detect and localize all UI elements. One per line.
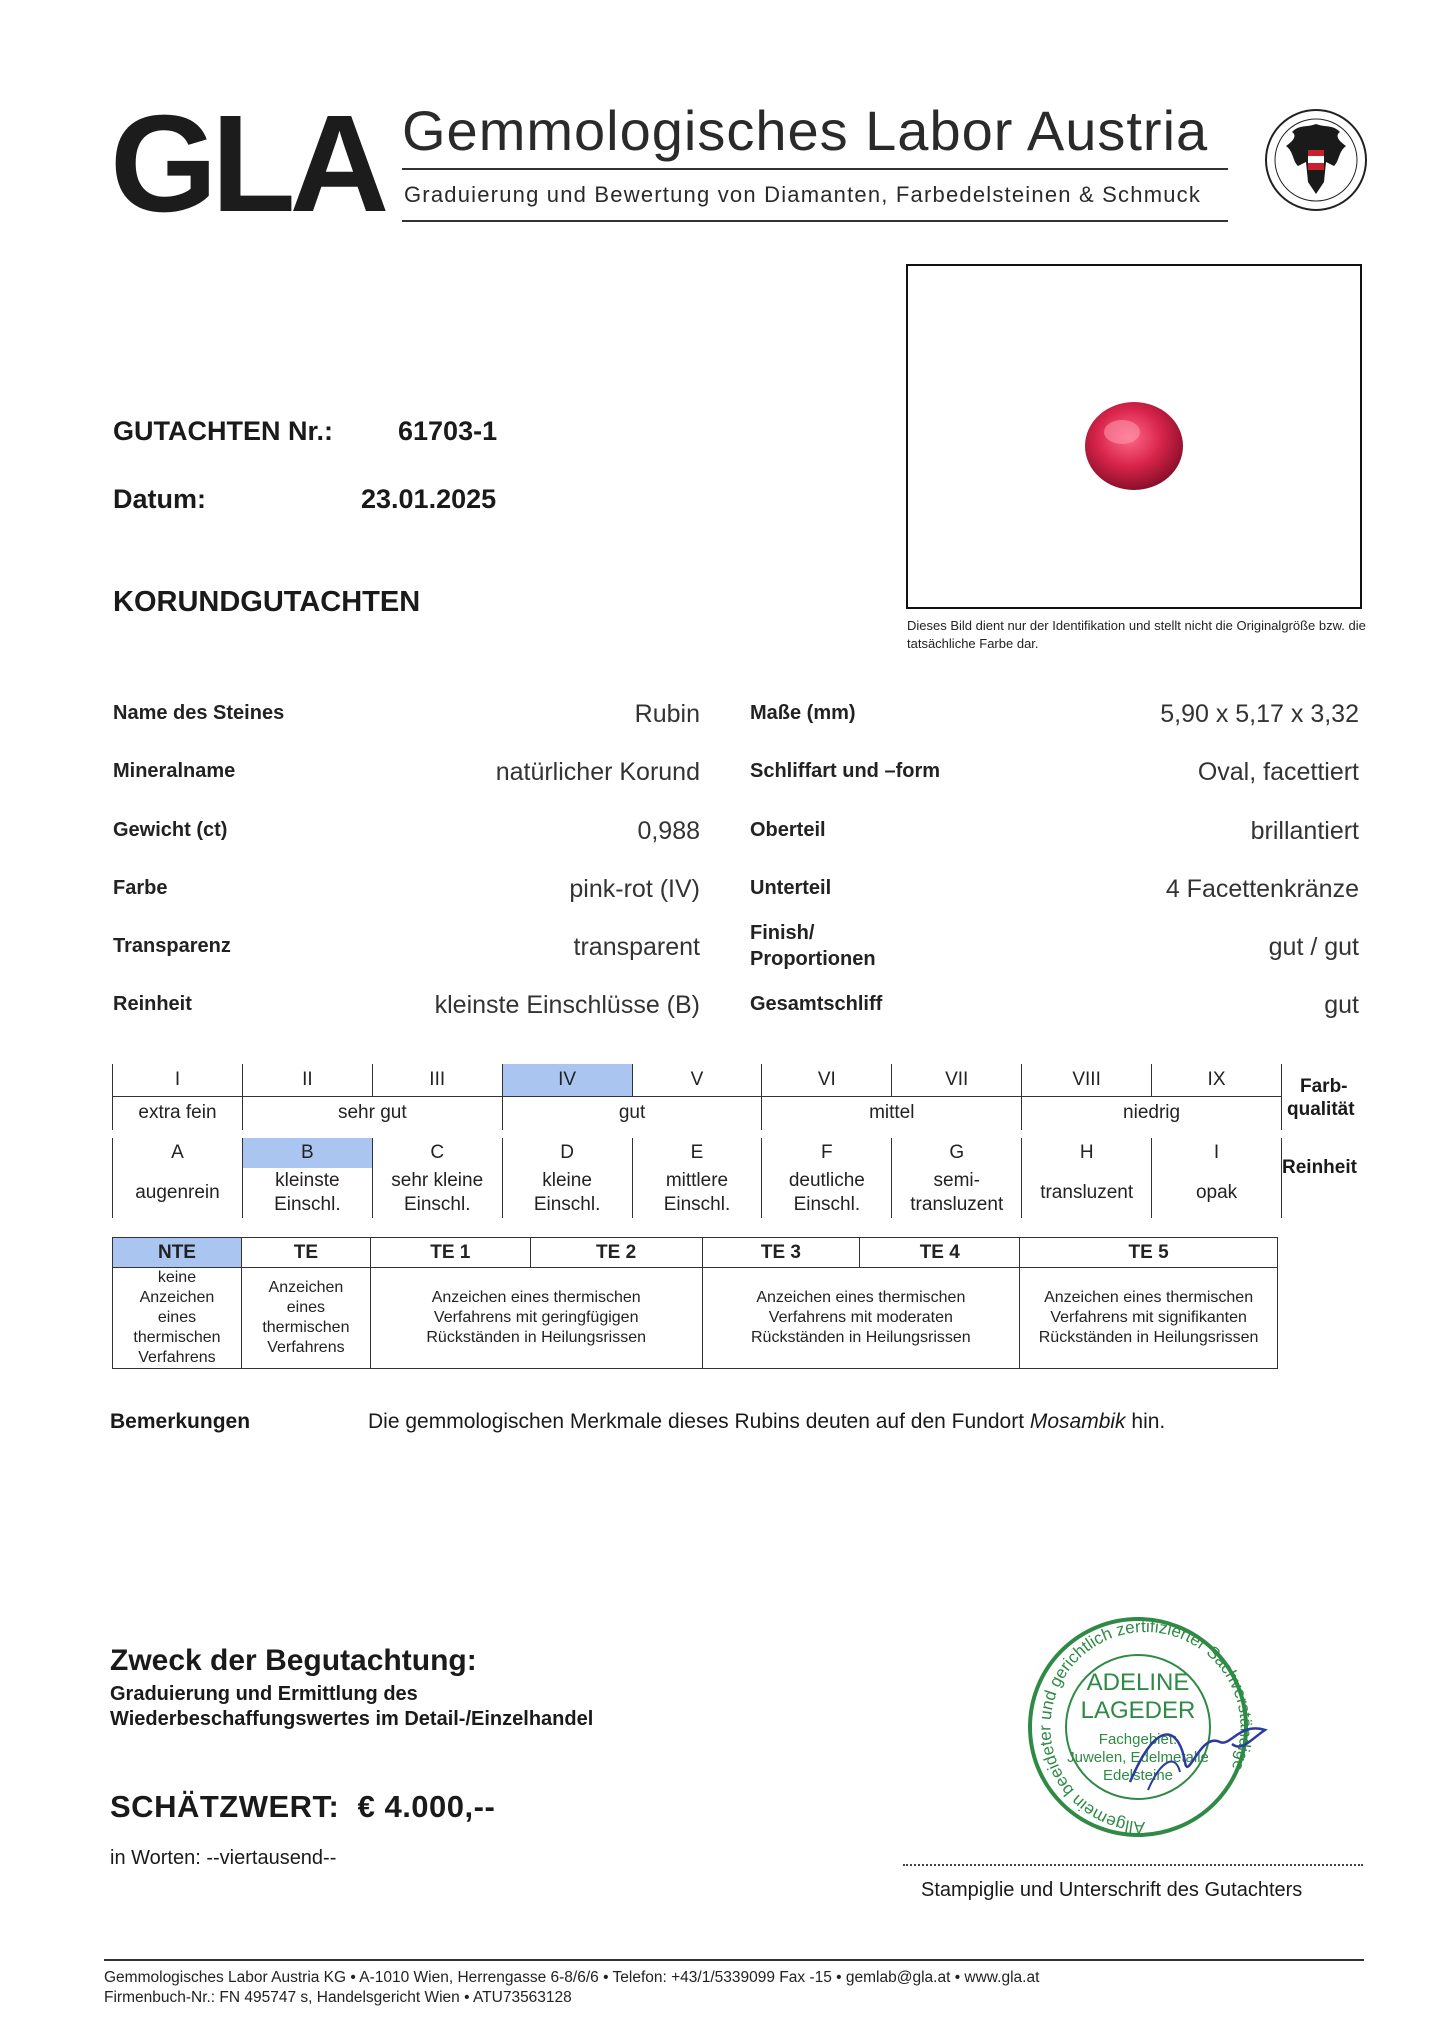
spec-label: Transparenz <box>113 935 231 957</box>
report-date-label: Datum: <box>113 484 206 514</box>
spec-value: 0,988 <box>637 817 700 845</box>
lab-name: Gemmologisches Labor Austria <box>402 99 1209 162</box>
spec-label: Maße (mm) <box>750 702 856 724</box>
purpose-line: Wiederbeschaffungswertes im Detail-/Einzelhandel <box>110 1708 594 1730</box>
remarks-location: Mosambik <box>1029 1410 1126 1433</box>
stamp-name: ADELINE <box>1086 1669 1190 1696</box>
expert-stamp <box>1010 1612 1310 1852</box>
remarks-label: Bemerkungen <box>110 1410 251 1433</box>
clarity-grade: C <box>372 1138 502 1168</box>
color-group: gut <box>502 1096 762 1130</box>
report-number: 61703-1 <box>398 416 498 446</box>
clarity-scale <box>112 1138 1282 1218</box>
color-grade: VIII <box>1022 1064 1152 1096</box>
clarity-desc: opak <box>1152 1168 1282 1218</box>
spec-value: gut / gut <box>1268 933 1359 961</box>
clarity-grade: G <box>892 1138 1022 1168</box>
clarity-grade: D <box>502 1138 632 1168</box>
stamp-field: Fachgebiet: <box>1098 1731 1178 1748</box>
signature-caption: Stampiglie und Unterschrift des Gutachters <box>921 1879 1303 1901</box>
color-group: extra fein <box>113 1096 243 1130</box>
clarity-desc: mittlere Einschl. <box>632 1168 762 1218</box>
lab-subtitle: Graduierung und Bewertung von Diamanten, Farbedelsteinen & Schmuck <box>404 182 1202 207</box>
spec-label: Schliffart und –form <box>750 760 941 782</box>
stone-photo <box>908 266 1360 607</box>
signature-line <box>903 1864 1363 1866</box>
spec-value: pink-rot (IV) <box>569 875 700 903</box>
treatment-desc: Anzeichen eines thermischen Verfahrens <box>241 1268 370 1369</box>
spec-value: 4 Facettenkränze <box>1165 875 1359 903</box>
spec-label: Proportionen <box>750 948 876 970</box>
color-grade: II <box>242 1064 372 1096</box>
report-type: KORUNDGUTACHTEN <box>113 586 421 618</box>
spec-value: Rubin <box>634 700 700 728</box>
stamp-ring-text: Allgemein beeideter und gerichtlich zertifizierter Sachverständige <box>1035 1616 1256 1838</box>
stamp-name: LAGEDER <box>1080 1697 1196 1724</box>
clarity-grade: E <box>632 1138 762 1168</box>
clarity-desc: kleinste Einschl. <box>242 1168 372 1218</box>
spec-label: Finish/ <box>750 922 815 944</box>
austrian-eagle-seal-icon <box>1262 102 1370 220</box>
report-date: 23.01.2025 <box>361 484 497 514</box>
stamp-field: Juwelen, Edelmetalle <box>1067 1749 1209 1766</box>
color-grade: I <box>113 1064 243 1096</box>
footer-rule <box>104 1959 1364 1961</box>
spec-label: Gesamtschliff <box>750 993 883 1015</box>
color-grade: VI <box>762 1064 892 1096</box>
treatment-code: TE 2 <box>530 1238 702 1268</box>
spec-label: Reinheit <box>113 993 192 1015</box>
clarity-grade-selected: B <box>242 1138 372 1168</box>
spec-label: Name des Steines <box>113 702 285 724</box>
purpose-title: Zweck der Begutachtung: <box>110 1644 477 1677</box>
clarity-desc: transluzent <box>1022 1168 1152 1218</box>
treatment-desc: keine Anzeichen eines thermischen Verfahrens <box>113 1268 242 1369</box>
spec-label: Oberteil <box>750 819 826 841</box>
treatment-desc: Anzeichen eines thermischen Verfahrens mit geringfügigen Rückständen in Heilungsrissen <box>370 1268 702 1369</box>
clarity-scale-title: Reinheit <box>1282 1157 1357 1178</box>
header-rule-bottom <box>402 220 1228 222</box>
remarks-text: Die gemmologischen Merkmale dieses Rubins deuten auf den Fundort Mosambik hin. <box>368 1410 1166 1433</box>
treatment-code: TE 1 <box>370 1238 530 1268</box>
treatment-scale <box>112 1237 1278 1369</box>
stamp-field: Edelsteine <box>1102 1767 1174 1784</box>
clarity-desc: augenrein <box>113 1168 243 1218</box>
spec-value: kleinste Einschlüsse (B) <box>434 991 700 1019</box>
clarity-desc: sehr kleine Einschl. <box>372 1168 502 1218</box>
treatment-code: TE 3 <box>702 1238 860 1268</box>
spec-value: 5,90 x 5,17 x 3,32 <box>1160 700 1359 728</box>
spec-label: Unterteil <box>750 877 832 899</box>
color-scale-title: qualität <box>1287 1099 1355 1120</box>
spec-value: gut <box>1324 991 1359 1019</box>
treatment-desc: Anzeichen eines thermischen Verfahrens mit moderaten Rückständen in Heilungsrissen <box>702 1268 1020 1369</box>
color-scale-title: Farb- <box>1300 1076 1348 1097</box>
clarity-desc: semi- transluzent <box>892 1168 1022 1218</box>
color-grade: V <box>632 1064 762 1096</box>
spec-label: Farbe <box>113 877 168 899</box>
valuation-amount: € 4.000,-- <box>357 1789 496 1824</box>
color-grade: III <box>372 1064 502 1096</box>
spec-value: brillantiert <box>1250 817 1359 845</box>
clarity-desc: kleine Einschl. <box>502 1168 632 1218</box>
valuation: SCHÄTZWERT: € 4.000,-- <box>110 1789 496 1824</box>
treatment-code: TE 5 <box>1020 1238 1278 1268</box>
header-rule-top <box>402 168 1228 170</box>
treatment-code: TE 4 <box>860 1238 1020 1268</box>
spec-label: Gewicht (ct) <box>113 819 228 841</box>
spec-label: Mineralname <box>113 760 236 782</box>
color-grade-selected: IV <box>502 1064 632 1096</box>
purpose-line: Graduierung und Ermittlung des <box>110 1683 418 1705</box>
color-grade: VII <box>892 1064 1022 1096</box>
stone-image-frame <box>906 264 1362 609</box>
clarity-desc: deutliche Einschl. <box>762 1168 892 1218</box>
gla-logo: GLA <box>110 87 384 241</box>
treatment-desc: Anzeichen eines thermischen Verfahrens mit signifikanten Rückständen in Heilungsrissen <box>1020 1268 1278 1369</box>
treatment-code-selected: NTE <box>113 1238 242 1268</box>
valuation-words: in Worten: --viertausend-- <box>110 1847 337 1869</box>
clarity-grade: I <box>1152 1138 1282 1168</box>
color-group: sehr gut <box>242 1096 502 1130</box>
spec-value: transparent <box>573 933 700 961</box>
clarity-grade: H <box>1022 1138 1152 1168</box>
spec-value: natürlicher Korund <box>495 758 700 786</box>
color-scale <box>112 1064 1282 1130</box>
report-number-label: GUTACHTEN Nr.: <box>113 416 333 446</box>
clarity-grade: A <box>113 1138 243 1168</box>
color-group: niedrig <box>1022 1096 1282 1130</box>
footer-contact: Gemmologisches Labor Austria KG • A-1010 Wien, Herrengasse 6-8/6/6 • Telefon: +43/1/5339099 Fax -15 • gemlab@gla.at • www.gla.at <box>104 1969 1040 1986</box>
image-caption: Dieses Bild dient nur der Identifikation und stellt nicht die Originalgröße bzw. die tatsächliche Farbe dar. <box>907 618 1366 651</box>
spec-value: Oval, facettiert <box>1197 758 1359 786</box>
color-group: mittel <box>762 1096 1022 1130</box>
treatment-code: TE <box>241 1238 370 1268</box>
footer-registry: Firmenbuch-Nr.: FN 495747 s, Handelsgericht Wien • ATU73563128 <box>104 1989 572 2006</box>
color-grade: IX <box>1152 1064 1282 1096</box>
clarity-grade: F <box>762 1138 892 1168</box>
